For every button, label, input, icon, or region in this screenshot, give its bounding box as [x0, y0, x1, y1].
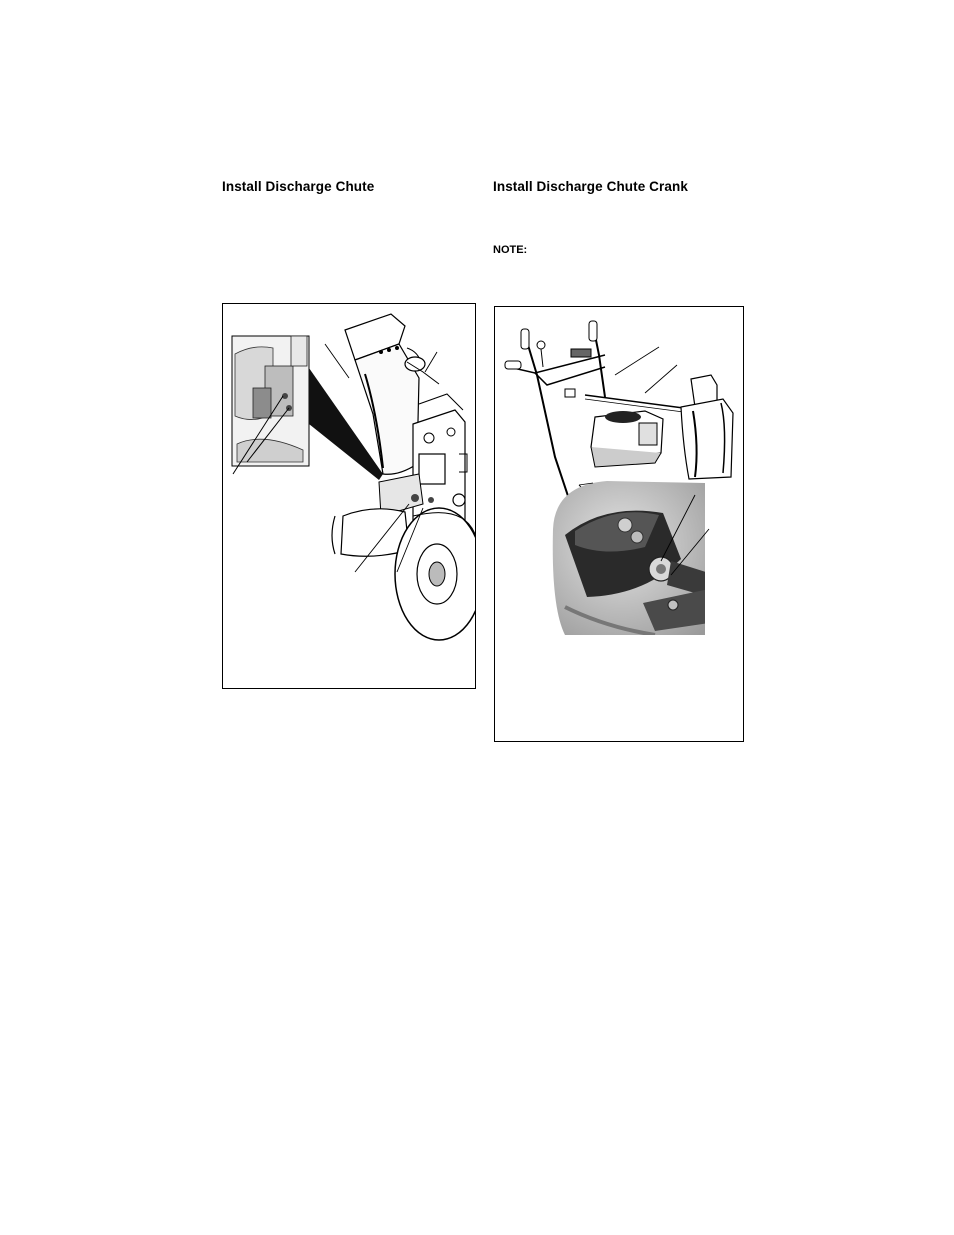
section-heading-install-discharge-chute-crank: Install Discharge Chute Crank	[493, 179, 688, 194]
chute	[681, 375, 733, 479]
discharge-chute-illustration	[223, 304, 475, 688]
discharge-chute-crank-illustration	[495, 307, 743, 741]
note-label: NOTE:	[493, 244, 528, 256]
inset-detail	[232, 336, 309, 474]
discharge-chute-figure	[222, 303, 476, 689]
engine	[591, 411, 663, 467]
crank-detail-photo	[545, 477, 715, 647]
section-heading-install-discharge-chute: Install Discharge Chute	[222, 179, 375, 194]
wheel	[395, 508, 475, 640]
discharge-chute-crank-figure	[494, 306, 744, 742]
